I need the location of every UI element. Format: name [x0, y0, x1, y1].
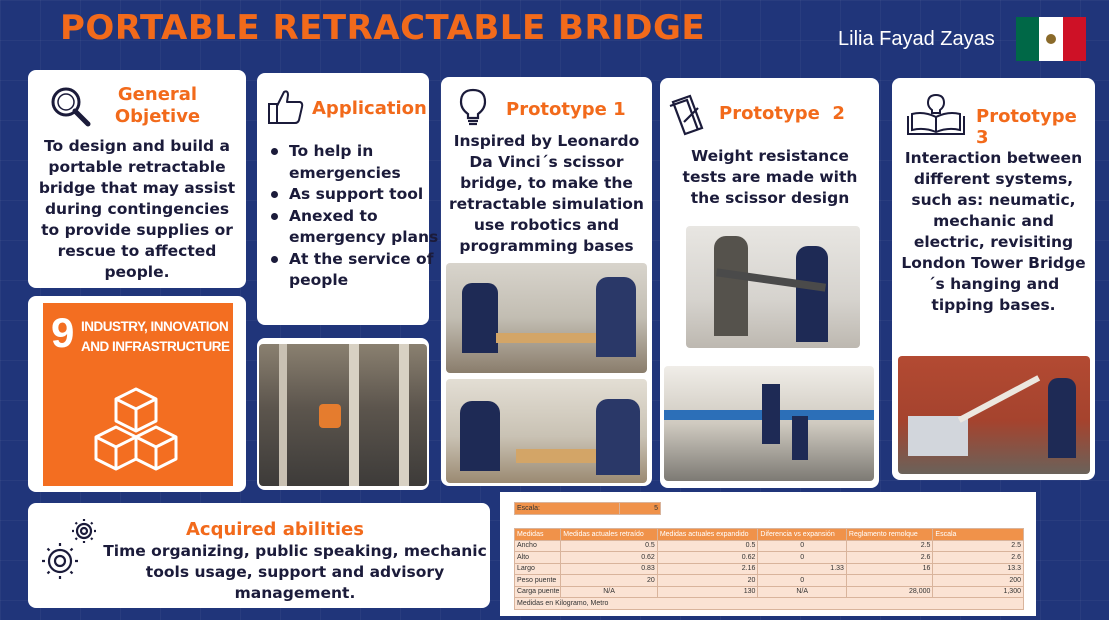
table-cell: 2.6 [846, 552, 933, 564]
column-header: Diferencia vs expansión [758, 529, 847, 541]
table-cell: 13.3 [933, 563, 1024, 575]
table-cell: 0 [758, 575, 847, 587]
table-cell: 0 [758, 540, 847, 552]
prototype2-card [660, 78, 879, 488]
prototype1-photo-1 [446, 263, 647, 373]
table-cell: 2.6 [933, 552, 1024, 564]
table-row [515, 563, 1024, 575]
author-name: Lilia Fayad Zayas [838, 28, 995, 50]
prototype3-card [892, 78, 1095, 480]
prototype2-photo-2 [664, 366, 874, 481]
table-cell: 16 [846, 563, 933, 575]
table-cell: Ancho [515, 540, 561, 552]
prototype1-photo-2 [446, 379, 647, 483]
cubes-icon [91, 387, 181, 473]
book-lightbulb-icon [906, 92, 966, 136]
application-heading: Application [312, 98, 427, 119]
list-item: As support tool [273, 184, 441, 206]
application-list [257, 141, 441, 292]
column-header: Escala [933, 529, 1024, 541]
spreadsheet [500, 492, 1036, 616]
mexico-flag-icon [1016, 17, 1086, 61]
sdg-tile [43, 303, 233, 486]
prototype3-text: Interaction between different systems, such as: neumatic, mechanic and electric, revisiting London Tower Bridge´s hanging and tipping bases. [901, 149, 1086, 314]
table-cell: 200 [933, 575, 1024, 587]
table-header [515, 529, 1024, 541]
prototype1-heading: Prototype 1 [506, 99, 626, 120]
list-item: To help in emergencies [273, 141, 441, 184]
units-note: Medidas en Kilogramo, Metro [515, 598, 1024, 610]
abilities-text: Time organizing, public speaking, mechanic tools usage, support and advisory management. [103, 542, 487, 602]
table-row [515, 586, 1024, 598]
prototype2-photo-1 [686, 226, 860, 348]
list-item: Anexed to emergency plans [273, 206, 441, 249]
column-header: Medidas actuales retraído [561, 529, 658, 541]
table-cell: 0.5 [561, 540, 658, 552]
table-row [515, 540, 1024, 552]
prototype2-text: Weight resistance tests are made with the scissor design [682, 147, 858, 207]
measurements-table [514, 528, 1024, 610]
lightbulb-icon [457, 87, 489, 127]
abilities-heading: Acquired abilities [186, 519, 364, 540]
application-photo-frame [257, 338, 429, 490]
column-header: Medidas [515, 529, 561, 541]
table-cell: 0.62 [561, 552, 658, 564]
table-cell: 2.5 [933, 540, 1024, 552]
table-cell [846, 575, 933, 587]
table-row [515, 552, 1024, 564]
table-cell: 130 [657, 586, 758, 598]
table-cell: 20 [657, 575, 758, 587]
magnifier-icon [48, 84, 92, 128]
table-cell: Largo [515, 563, 561, 575]
documents-icon [668, 92, 706, 136]
table-cell: Alto [515, 552, 561, 564]
table-cell: Peso puente [515, 575, 561, 587]
prototype1-text: Inspired by Leonardo Da Vinci´s scissor bridge, to make the retractable simulation use robotics and programming bases [449, 132, 644, 255]
prototype2-heading: Prototype 2 [719, 103, 845, 124]
table-cell: 0.62 [657, 552, 758, 564]
gears-icon [40, 517, 100, 581]
sdg-card [28, 296, 246, 492]
table-cell: 1,300 [933, 586, 1024, 598]
table-cell: 0 [758, 552, 847, 564]
prototype1-card [441, 77, 652, 486]
table-cell: 28,000 [846, 586, 933, 598]
table-cell: 2.16 [657, 563, 758, 575]
table-footer [515, 598, 1024, 610]
thumbs-up-icon [267, 89, 305, 125]
table-cell: 1.33 [758, 563, 847, 575]
list-item: At the service of people [273, 249, 441, 292]
general-objective-heading: General Objetive [114, 84, 201, 127]
poster-title: PORTABLE RETRACTABLE BRIDGE [60, 8, 706, 48]
table-cell: 0.83 [561, 563, 658, 575]
workshop-photo [259, 344, 427, 486]
table-row [515, 575, 1024, 587]
prototype3-heading: Prototype 3 [976, 106, 1077, 148]
application-card [257, 73, 439, 325]
column-header: Medidas actuales expandido [657, 529, 758, 541]
scale-value: 5 [620, 503, 661, 515]
prototype3-photo [898, 356, 1090, 474]
table-cell: Carga puente [515, 586, 561, 598]
table-cell: N/A [561, 586, 658, 598]
table-cell: 2.5 [846, 540, 933, 552]
scale-cell [514, 502, 661, 515]
abilities-card [28, 503, 490, 608]
scale-label: Escala: [515, 503, 620, 515]
table-cell: 0.5 [657, 540, 758, 552]
table-cell: 20 [561, 575, 658, 587]
general-objective-text: To design and build a portable retractable bridge that may assist during contingencies to provide supplies or rescue to affected people. [38, 137, 236, 281]
table-cell: N/A [758, 586, 847, 598]
column-header: Reglamento remolque [846, 529, 933, 541]
sdg-label: INDUSTRY, INNOVATION AND INFRASTRUCTURE [81, 319, 230, 354]
sdg-number: 9 [51, 309, 75, 356]
general-objective-card [28, 70, 246, 288]
